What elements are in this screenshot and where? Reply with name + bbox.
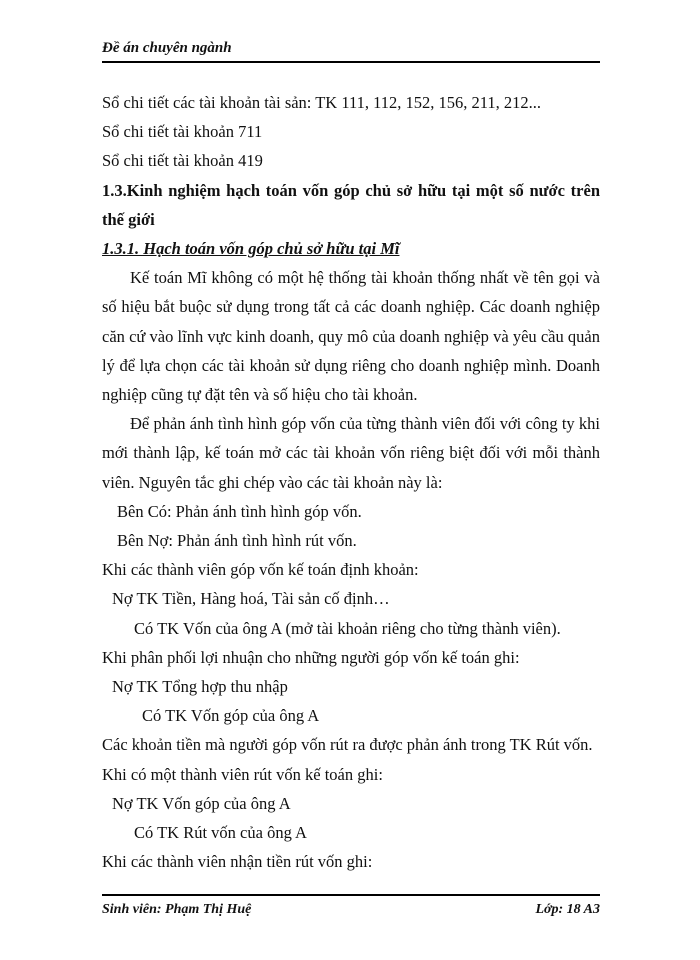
footer-divider [102, 894, 600, 896]
header-divider [102, 61, 600, 63]
line-withdrawals-account: Các khoản tiền mà người góp vốn rút ra được phản ánh trong TK Rút vốn. [102, 735, 593, 755]
line-asset-ledgers: Sổ chi tiết các tài khoản tài sản: TK 111, 112, 152, 156, 211, 212... [102, 93, 542, 112]
page-header-title: Đề án chuyên ngành [102, 40, 232, 56]
footer-class: Lớp: 18 A3 [535, 902, 600, 917]
entry-debit-contributed-capital-a: Nợ TK Vốn góp của ông A [112, 793, 291, 813]
line-when-contribute: Khi các thành viên góp vốn kế toán định khoản: [102, 560, 419, 580]
section-heading-1-3-1: 1.3.1. Hạch toán vốn góp chủ sở hữu tại Mĩ [102, 239, 400, 259]
entry-credit-capital-a: Có TK Vốn của ông A (mở tài khoản riêng cho từng thành viên). [134, 618, 561, 638]
page-footer [102, 902, 600, 918]
paragraph-us-accounting: Kế toán Mĩ không có một hệ thống tài khoản thống nhất về tên gọi và số hiệu bắt buộc sử dụng trong tất cả các doanh nghiệp. Các doanh nghiệp căn cứ vào lĩnh vực kinh doanh, quy mô của doanh nghiệp và yêu cầu quản lý để lựa chọn các tài khoản sử dụng riêng cho doanh nghiệp mình. Doanh nghiệp cũng tự đặt tên và số hiệu cho tài khoản. [102, 268, 600, 405]
document-body [102, 88, 600, 876]
line-ledger-419: Sổ chi tiết tài khoản 419 [102, 151, 263, 171]
entry-credit-contributed-capital-a: Có TK Vốn góp của ông A [142, 706, 320, 726]
footer-student-name: Sinh viên: Phạm Thị Huệ [102, 902, 252, 917]
line-ledger-711: Sổ chi tiết tài khoản 711 [102, 122, 263, 142]
line-when-receive-withdrawal: Khi các thành viên nhận tiền rút vốn ghi: [102, 852, 373, 872]
section-heading-1-3: 1.3.Kinh nghiệm hạch toán vốn góp chủ sở hữu tại một số nước trên thế giới [102, 180, 600, 229]
line-when-withdraw: Khi có một thành viên rút vốn kế toán ghi: [102, 764, 383, 784]
paragraph-capital-contribution: Để phản ánh tình hình góp vốn của từng thành viên đối với công ty khi mới thành lập, kế toán mở các tài khoản vốn riêng biệt đối với mỗi thành viên. Nguyên tắc ghi chép vào các tài khoản này là: [102, 414, 600, 492]
entry-debit-cash: Nợ TK Tiền, Hàng hoá, Tài sản cố định… [112, 589, 390, 609]
line-when-distribute-profit: Khi phân phối lợi nhuận cho những người góp vốn kế toán ghi: [102, 647, 520, 667]
entry-credit-withdrawal-a: Có TK Rút vốn của ông A [134, 823, 307, 843]
entry-debit-income-summary: Nợ TK Tổng hợp thu nhập [112, 677, 288, 697]
line-debit-side: Bên Nợ: Phản ánh tình hình rút vốn. [117, 531, 357, 551]
line-credit-side: Bên Có: Phản ánh tình hình góp vốn. [117, 501, 362, 521]
